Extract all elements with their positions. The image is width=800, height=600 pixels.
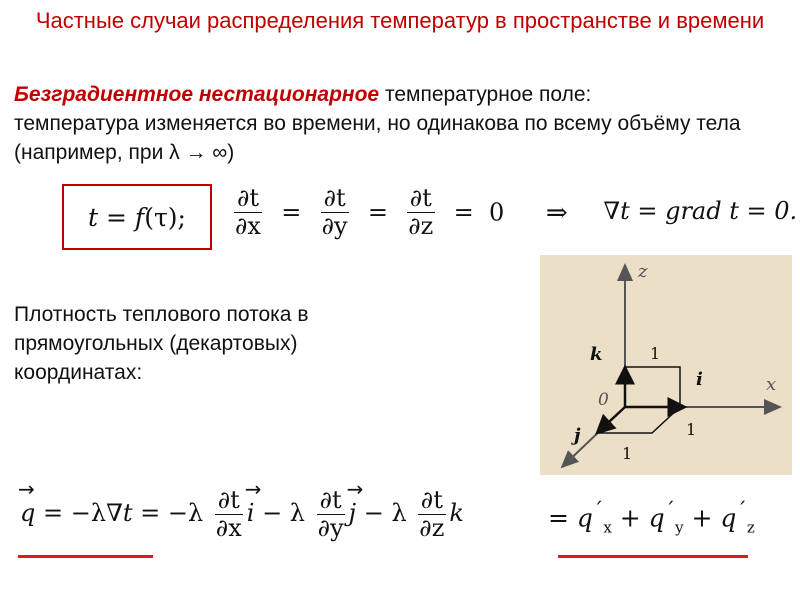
nabla-t: ∇t — [603, 197, 630, 226]
minus-lambda: − λ — [356, 499, 407, 528]
underline-right — [558, 555, 748, 558]
equals-sign: = — [273, 198, 309, 227]
gradient-equation — [230, 186, 797, 239]
equals-minus-lambda: = −λ — [35, 499, 107, 528]
unit-square-vertical — [625, 367, 680, 407]
unit-label-bottom: 1 — [622, 444, 633, 463]
q-x-term: = q — [548, 503, 593, 533]
fraction-num: ∂t — [407, 186, 435, 213]
equals-sign: = — [360, 198, 396, 227]
prime-mark: ´ — [664, 498, 676, 522]
fraction-num: ∂t — [234, 186, 262, 213]
unit-label-top: 1 — [650, 344, 661, 363]
prime-mark: ´ — [736, 498, 747, 522]
unit-label-right: 1 — [686, 420, 697, 439]
vector-arrow-icon: → — [346, 477, 364, 502]
j-vector — [346, 477, 364, 528]
fraction-dt-dx — [232, 186, 264, 239]
zero-value: 0 — [488, 198, 505, 227]
implies-sign: ⇒ — [545, 197, 568, 228]
axis-z-label: z — [638, 261, 648, 282]
fraction-num: ∂t — [215, 488, 243, 515]
flux-description: Плотность теплового потока в прямоугольных (декартовых) координатах: — [14, 303, 309, 384]
subscript-x: x — [603, 518, 612, 537]
fraction-den: ∂y — [321, 212, 348, 241]
vector-arrow-icon: → — [244, 477, 262, 502]
boxed-formula — [62, 184, 212, 250]
j-symbol: j — [348, 499, 357, 528]
boxed-f: f — [134, 202, 145, 232]
q-y-term: + q — [611, 503, 665, 533]
fraction-den: ∂x — [215, 514, 242, 543]
i-vector — [244, 477, 262, 528]
intro-text-1: температурное поле: — [379, 83, 592, 106]
vector-j-label: j — [574, 425, 581, 446]
fraction-dt-dy — [319, 186, 351, 239]
fraction-num: ∂t — [418, 488, 446, 515]
vector-j — [597, 407, 625, 433]
axes-svg — [540, 255, 792, 475]
fraction-num: ∂t — [317, 488, 345, 515]
underline-left — [18, 555, 153, 558]
fraction-den: ∂z — [408, 212, 434, 241]
fraction-den: ∂y — [317, 514, 344, 543]
subscript-y: y — [675, 518, 684, 537]
intro-paragraph — [14, 80, 784, 167]
subscript-z: z — [746, 518, 755, 537]
fraction-den: ∂z — [419, 514, 445, 543]
grad-expression: = grad t = 0. — [629, 197, 798, 226]
origin-label: 0 — [598, 390, 609, 410]
fraction-den: ∂x — [235, 212, 261, 241]
equals-sign: = — [445, 198, 482, 227]
slide-title: Частные случаи распределения температур в пространстве и времени — [35, 8, 765, 33]
axis-x-label: x — [766, 374, 777, 395]
flux-components — [548, 498, 755, 536]
k-symbol: k — [449, 499, 464, 528]
boxed-arg: (τ); — [144, 202, 186, 232]
minus-lambda: − λ — [254, 499, 306, 528]
q-vector — [18, 477, 36, 528]
boxed-t: t — [88, 202, 99, 232]
flux-equation — [18, 477, 464, 543]
flux-fraction-y — [315, 488, 347, 541]
fraction-num: ∂t — [321, 186, 349, 213]
intro-text-2: температура изменяется во времени, но одинакова по всему объёму тела (например, при λ → ∞) — [14, 112, 741, 164]
q-symbol: q — [20, 499, 36, 528]
q-z-term: + q — [683, 503, 737, 533]
fraction-dt-dz — [405, 186, 436, 239]
coordinate-diagram — [540, 255, 792, 475]
prime-mark: ´ — [592, 498, 604, 522]
i-symbol: i — [246, 499, 255, 528]
flux-fraction-x — [213, 488, 245, 541]
vector-i-label: i — [696, 369, 703, 390]
equals-minus-lambda-2: = −λ — [132, 499, 204, 528]
vector-k-label: k — [590, 344, 603, 365]
boxed-eq: = — [98, 202, 135, 232]
vector-arrow-icon: → — [18, 477, 35, 502]
intro-emphasis: Безградиентное нестационарное — [14, 83, 380, 106]
flux-fraction-z — [416, 488, 447, 541]
nabla-t: ∇t — [106, 499, 133, 528]
